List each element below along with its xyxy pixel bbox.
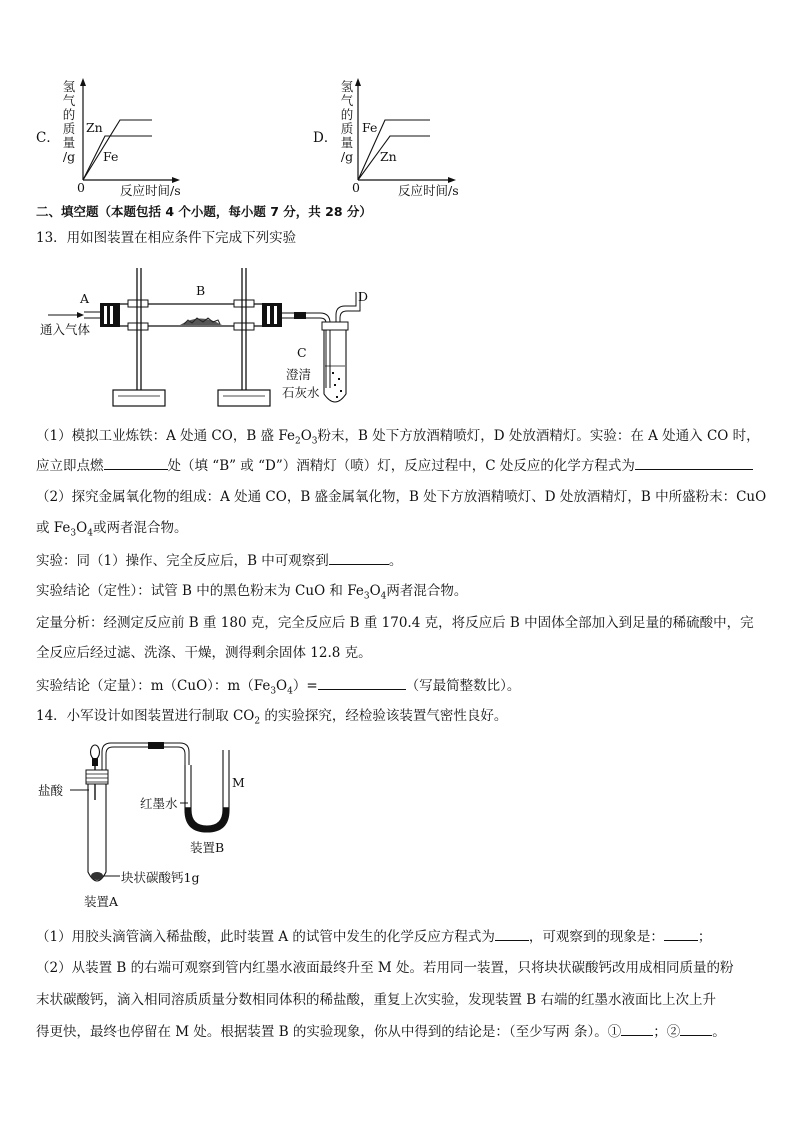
text-run: 应立即点燃 [36, 458, 104, 474]
answer-blank-phenomenon[interactable] [664, 926, 698, 941]
option-c-label: C． [36, 130, 60, 146]
ylabel-char: 氢 [62, 79, 76, 94]
text-run: 或两者混合物。 [92, 520, 188, 536]
q13-label-b: B [196, 283, 206, 298]
graph-c-lower-label: Fe [103, 149, 119, 164]
subscript: 3 [311, 436, 318, 447]
q13-tube-label-2: 石灰水 [282, 385, 320, 400]
text-run: 。 [388, 553, 403, 569]
subscript: 4 [287, 686, 293, 697]
ylabel-char: 量 [62, 135, 76, 150]
q14-m-label: M [232, 775, 245, 790]
text-run: ； [697, 929, 712, 945]
ylabel-char: 气 [340, 93, 354, 108]
text-run: 粉末，B 处下方放酒精喷灯，D 处放酒精灯。实验：在 A 处通入 CO 时， [317, 428, 760, 444]
q14-device-a-label: 装置A [84, 894, 119, 909]
subscript: 2 [254, 716, 261, 727]
q13-label-a: A [80, 291, 90, 306]
ylabel-char: 氢 [340, 79, 354, 94]
subscript: 4 [87, 528, 93, 539]
ylabel-char: /g [340, 149, 354, 164]
q14-red-ink-label: 红墨水 [140, 796, 178, 811]
q14-acid-label: 盐酸 [38, 783, 64, 798]
q13-label-d: D [358, 289, 369, 304]
text-run: 处（填 “B” 或 “D”）酒精灯（喷）灯，反应过程中，C 处反应的化学方程式为 [167, 458, 635, 474]
text-run: （1）用胶头滴管滴入稀盐酸，此时装置 A 的试管中发生的化学反应方程式为 [36, 929, 495, 945]
text-run: O [76, 520, 88, 536]
graph-d-lower-label: Zn [380, 149, 397, 164]
q14-part2-line1: （2）从装置 B 的右端可观察到管内红墨水液面最终升至 M 处。若用同一装置，只将块状碳酸钙改用成相同质量的粉 [36, 960, 734, 976]
ylabel-char: 的 [62, 107, 76, 122]
q13-inlet-label: 通入气体 [40, 322, 91, 337]
text-run: 两者混合物。 [386, 583, 468, 599]
subscript: 2 [294, 436, 301, 447]
section-heading: 二、填空题（本题包括 4 个小题，每小题 7 分，共 28 分） [36, 204, 372, 219]
graph-c-xlabel: 反应时间/s [120, 183, 181, 198]
text-run: 实验结论（定性）：试管 B 中的黑色粉末为 CuO 和 Fe [36, 583, 364, 599]
text-run: O [276, 678, 288, 694]
graph-d-xlabel: 反应时间/s [398, 183, 459, 198]
q14-part2-line3 [36, 1021, 726, 1042]
ylabel-char: 质 [340, 121, 354, 136]
q14-device-b-label: 装置B [190, 840, 225, 855]
text-run: 实验：同（1）操作、完全反应后，B 中可观察到 [36, 553, 329, 569]
graph-d-upper-label: Fe [362, 120, 378, 135]
ylabel-char: /g [62, 149, 76, 164]
graph-c-upper-label: Zn [86, 120, 103, 135]
q13-label-c: C [297, 345, 307, 360]
text-run: ，可观察到的现象是： [528, 929, 664, 945]
subscript: 3 [270, 686, 277, 697]
q14-part2-line2: 末状碳酸钙，滴入相同溶质质量分数相同体积的稀盐酸，重复上次实验，发现装置 B 右端的红墨水液面比上次上升 [36, 992, 717, 1008]
q13-part2-line1: （2）探究金属氧化物的组成：A 处通 CO，B 盛金属氧化物，B 处下方放酒精喷灯、D 处放酒精灯，B 中所盛粉末：CuO [36, 489, 767, 505]
ylabel-char: 的 [340, 107, 354, 122]
q13-intro: 13．用如图装置在相应条件下完成下列实验 [36, 230, 297, 246]
text-run: ；② [653, 1024, 681, 1040]
text-run: 的实验探究，经检验该装置气密性良好。 [260, 708, 508, 724]
text-run: 。 [712, 1024, 726, 1040]
graph-c-origin: 0 [77, 180, 85, 195]
q13-quantitative-line2: 全反应后经过滤、洗涤、干燥，测得剩余固体 12.8 克。 [36, 645, 372, 661]
q14-part1 [36, 926, 711, 947]
ylabel-char: 气 [62, 93, 76, 108]
text-run: ）= [292, 678, 318, 694]
option-d-label: D． [313, 130, 338, 146]
subscript: 3 [363, 591, 370, 602]
subscript: 4 [380, 591, 387, 602]
answer-blank-conclusion-2[interactable] [680, 1021, 712, 1036]
text-run: O [300, 428, 312, 444]
text-run: O [369, 583, 381, 599]
subscript: 3 [70, 528, 77, 539]
q13-tube-label-1: 澄清 [286, 367, 312, 382]
text-run: 或 Fe [36, 520, 71, 536]
answer-blank-equation[interactable] [495, 926, 529, 941]
ylabel-char: 量 [340, 135, 354, 150]
text-run: 14．小军设计如图装置进行制取 CO [36, 708, 255, 724]
graph-d-origin: 0 [352, 180, 360, 195]
ylabel-char: 质 [62, 121, 76, 136]
text-run: （1）模拟工业炼铁：A 处通 CO，B 盛 Fe [36, 428, 295, 444]
answer-blank-conclusion-1[interactable] [621, 1021, 653, 1036]
text-run: 实验结论（定量）：m（CuO）：m（Fe [36, 678, 271, 694]
q14-solid-label: 块状碳酸钙1g [121, 870, 200, 885]
text-run: 得更快，最终也停留在 M 处。根据装置 B 的实验现象，你从中得到的结论是：（至少写两 条）。① [36, 1024, 622, 1040]
text-run: （写最简整数比）。 [405, 678, 521, 694]
q13-quantitative-line1: 定量分析：经测定反应前 B 重 180 克，完全反应后 B 重 170.4 克，将反应后 B 中固体全部加入到足量的稀硫酸中，完 [36, 615, 754, 631]
